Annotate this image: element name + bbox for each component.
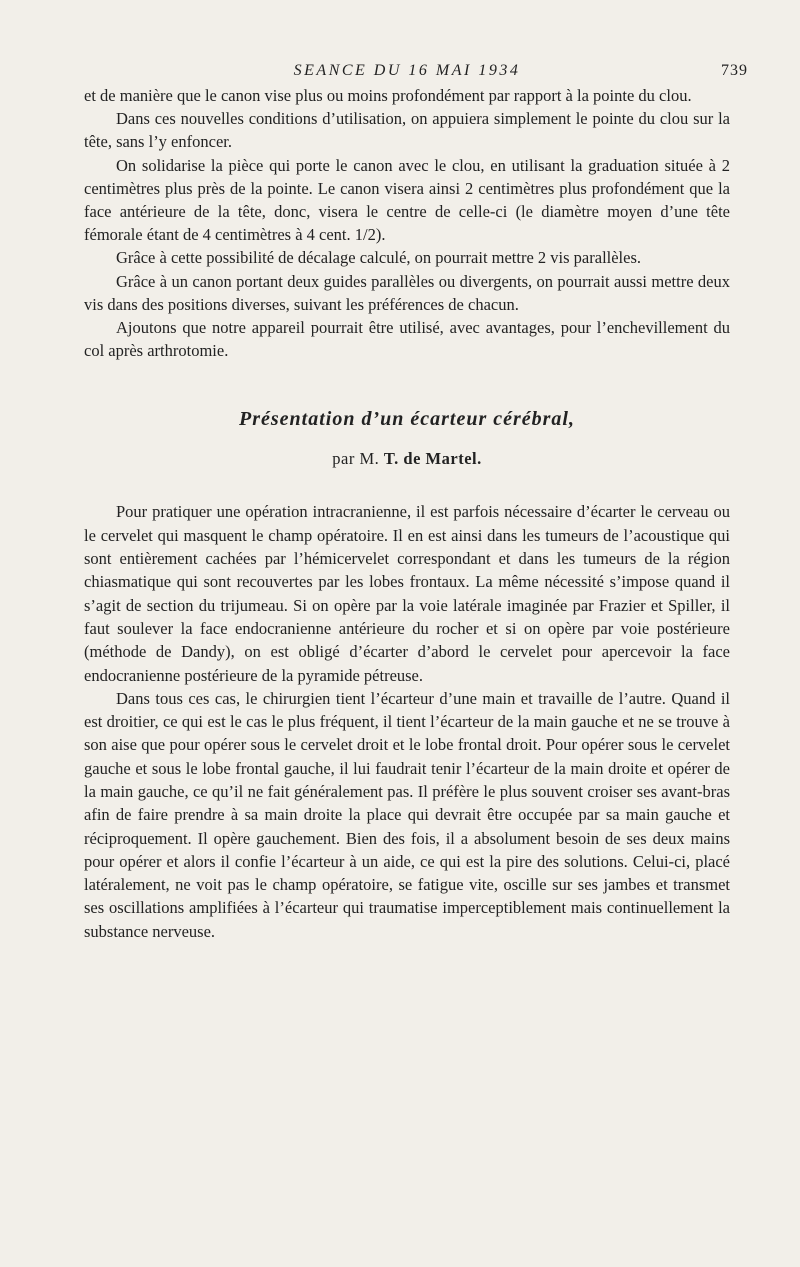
paragraph: Dans tous ces cas, le chirurgien tient l’écarteur d’une main et travaille de l’autre. Quand il est droitier, ce qui est le cas le plus fréquent, il tient l’écarteur de la main gauche et ne se trouve à son aise que pour opérer sous le cervelet droit et le lobe frontal droit. Pour opérer sous le cervelet gauche et sous le lobe frontal gauche, il lui faudrait tenir l’écarteur de la main droite et opérer de la main gauche, ce qu’il ne fait généralement pas. Il préfère le plus souvent croiser ses avant-bras afin de faire prendre à sa main droite la place qui devrait être occupée par sa main gauche et réciproquement. Il opère gauchement. Bien des fois, il a absolument besoin de ses deux mains pour opérer et alors il confie l’écarteur à un aide, ce qui est la pire des solutions. Celui-ci, placé latéralement, ne voit pas le champ opératoire, se fatigue vite, oscille sur ses jambes et transmet ses oscillations amplifiées à l’écarteur qui traumatise imperceptiblement mais continuellement la substance nerveuse. bbox=[84, 688, 730, 941]
byline bbox=[84, 449, 730, 469]
byline-prefix: par M. bbox=[332, 449, 380, 469]
header-title: SEANCE DU 16 MAI 1934 bbox=[293, 62, 521, 79]
paragraph: Dans ces nouvelles conditions d’utilisation, on appuiera simplement le pointe du clou sur la tête, sans l’y enfoncer. bbox=[84, 109, 730, 152]
section-body bbox=[84, 500, 730, 943]
page-number: 739 bbox=[721, 62, 748, 79]
paragraph: Grâce à un canon portant deux guides parallèles ou divergents, on pourrait aussi mettre deux vis dans des positions diverses, suivant les préférences de chacun. bbox=[84, 271, 730, 314]
section-title: Présentation d’un écarteur cérébral, bbox=[239, 408, 575, 431]
paragraph: On solidarise la pièce qui porte le canon avec le clou, en utilisant la graduation située à 2 centimètres plus près de la pointe. Le canon visera ainsi 2 centimètres plus profondément que la face antérieure de la tête, donc, visera le centre de celle-ci (le diamètre moyen d’une tête fémorale étant de 4 centimètres à 4 cent. 1/2). bbox=[84, 155, 730, 245]
running-header bbox=[84, 56, 748, 84]
document-page bbox=[84, 56, 748, 943]
intro-text bbox=[84, 84, 730, 362]
byline-author: T. de Martel. bbox=[383, 449, 482, 469]
paragraph: Pour pratiquer une opération intracranienne, il est parfois nécessaire d’écarter le cerveau ou le cervelet qui masquent le champ opératoire. Il en est ainsi dans les tumeurs de l’acoustique qui sont entièrement cachées par l’hémicervelet correspondant et dans les tumeurs de la région chiasmatique qui sont recouvertes par les lobes frontaux. La même nécessité s’impose quand il s’agit de section du trijumeau. Si on opère par la voie latérale imaginée par Frazier et Spiller, il faut soulever la face endocranienne antérieure du rocher et si on opère par voie postérieure (méthode de Dandy), on est obligé d’écarter d’abord le cervelet pour apercevoir la face endocranienne postérieure de la pyramide pétreuse. bbox=[84, 502, 730, 685]
paragraph: Grâce à cette possibilité de décalage calculé, on pourrait mettre 2 vis parallèles. bbox=[116, 248, 642, 268]
paragraph: Ajoutons que notre appareil pourrait être utilisé, avec avantages, pour l’enchevillement du col après arthrotomie. bbox=[84, 318, 730, 361]
paragraph: et de manière que le canon vise plus ou moins profondément par rapport à la pointe du clou. bbox=[84, 86, 692, 105]
